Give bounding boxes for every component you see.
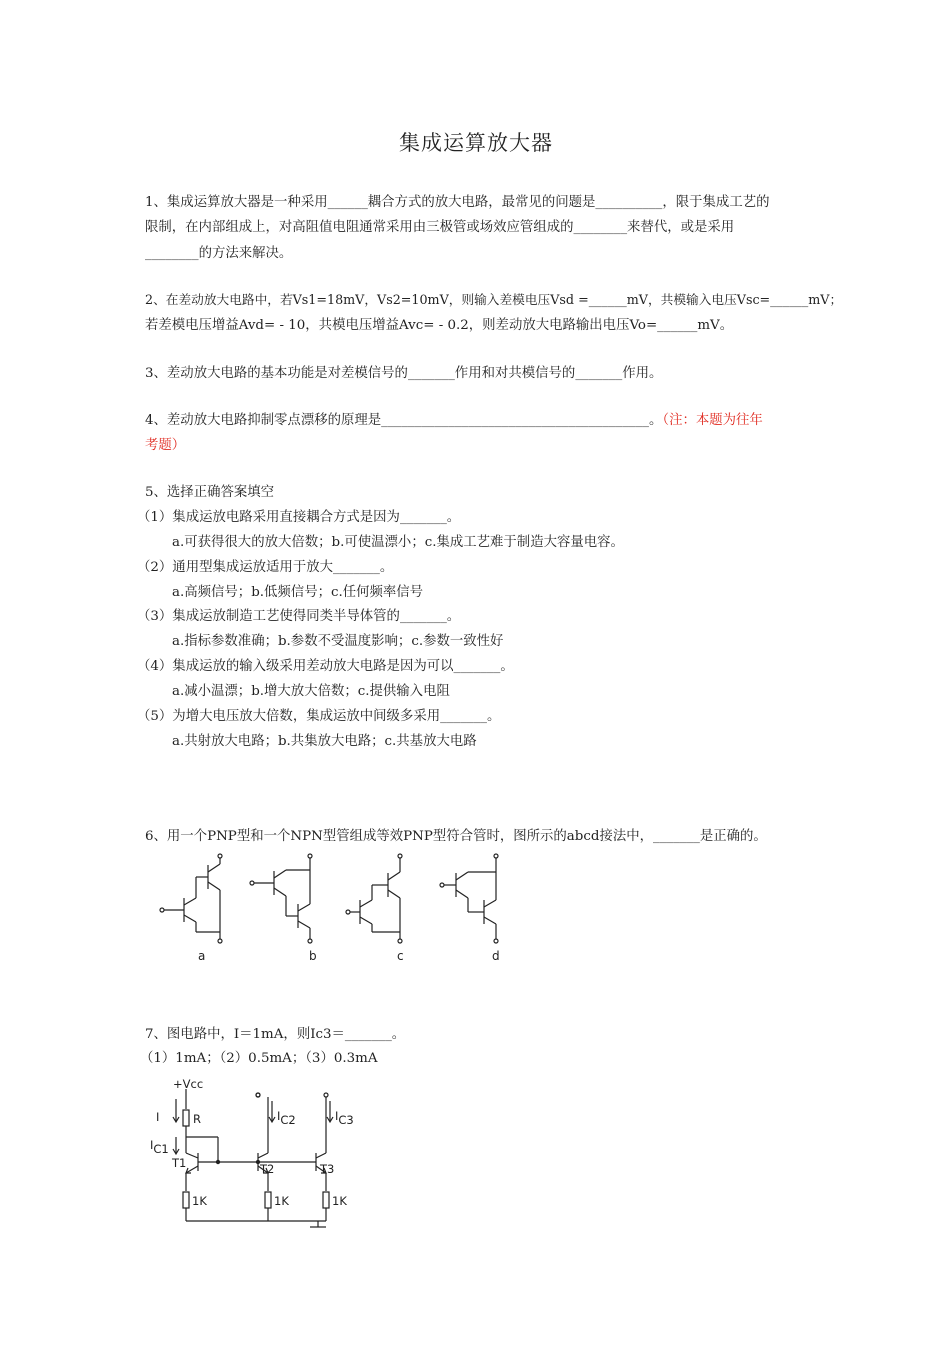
q2-line-2: 若差模电压增益Avd= - 10，共模电压增益Avc= - 0.2，则差动放大电路输出电压Vo=______mV。 — [145, 318, 734, 333]
q5-options-1: a.可获得很大的放大倍数；b.可使温漂小；c.集成工艺难于制造大容量电容。 — [172, 535, 624, 550]
q7-options: （1）1mA；（2）0.5mA；（3）0.3mA — [140, 1051, 378, 1066]
r1-label: 1K — [192, 1194, 207, 1208]
q5-heading: 5、选择正确答案填空 — [145, 485, 275, 500]
circuit-d — [440, 854, 498, 943]
q1-line-1: 1、集成运算放大器是一种采用______耦合方式的放大电路，最常见的问题是__________，限于集成工艺的 — [145, 195, 770, 210]
r3-label: 1K — [332, 1194, 347, 1208]
q4-note-line-2: 考题） — [145, 438, 186, 453]
q4-note: （注：本题为往年 — [662, 413, 763, 428]
t3-label: T3 — [320, 1162, 335, 1176]
q5-options-2: a.高频信号；b.低频信号；c.任何频率信号 — [172, 585, 424, 600]
vcc-label: +Vcc — [173, 1077, 204, 1091]
label-a: a — [198, 949, 206, 963]
q5-sub-1: （1）集成运放电路采用直接耦合方式是因为_______。 — [137, 510, 461, 525]
label-b: b — [309, 949, 317, 963]
q5-sub-3: （3）集成运放制造工艺使得同类半导体管的_______。 — [137, 609, 461, 624]
q5-options-4: a.减小温漂；b.增大放大倍数；c.提供输入电阻 — [172, 684, 450, 699]
r2-label: 1K — [274, 1194, 289, 1208]
page-title: 集成运算放大器 — [399, 131, 553, 155]
ic3-label: IC3 — [335, 1109, 354, 1127]
circuit-b — [250, 854, 312, 943]
current-i-label: I — [156, 1110, 160, 1124]
q4-text: 4、差动放大电路抑制零点漂移的原理是________________________________________。 — [145, 413, 663, 428]
q5-options-5: a.共射放大电路；b.共集放大电路；c.共基放大电路 — [172, 734, 477, 749]
ic2-label: IC2 — [277, 1109, 296, 1127]
q4-line-1 — [145, 409, 763, 428]
t1-label: T1 — [172, 1156, 187, 1170]
darlington-diagrams — [150, 850, 520, 965]
q3-line-1: 3、差动放大电路的基本功能是对差模信号的_______作用和对共模信号的_______作用。 — [145, 366, 663, 381]
q5-options-3: a.指标参数准确；b.参数不受温度影响；c.参数一致性好 — [172, 634, 504, 649]
q5-sub-2: （2）通用型集成运放适用于放大_______。 — [137, 560, 394, 575]
q5-sub-5: （5）为增大电压放大倍数，集成运放中间级多采用_______。 — [137, 709, 501, 724]
t2-label: T2 — [260, 1162, 275, 1176]
q6-line-1: 6、用一个PNP型和一个NPN型管组成等效PNP型符合管时，图所示的abcd接法中，_______是正确的。 — [145, 829, 767, 844]
q1-line-2: 限制，在内部组成上，对高阻值电阻通常采用由三极管或场效应管组成的________来替代，或是采用 — [145, 220, 735, 235]
label-d: d — [492, 949, 500, 963]
q7-line-1: 7、图电路中，I＝1mA，则Ic3＝_______。 — [145, 1027, 406, 1042]
label-c: c — [397, 949, 404, 963]
resistor-r-label: R — [193, 1112, 201, 1126]
q5-sub-4: （4）集成运放的输入级采用差动放大电路是因为可以_______。 — [137, 659, 514, 674]
q1-line-3: ________的方法来解决。 — [145, 246, 293, 261]
q2-line-1: 2、在差动放大电路中，若Vs1=18mV，Vs2=10mV，则输入差模电压Vsd =______mV，共模输入电压Vsc=______mV； — [145, 292, 843, 307]
circuit-c — [346, 854, 402, 943]
current-mirror-diagram — [140, 1075, 380, 1235]
circuit-a — [160, 854, 222, 943]
ic1-label: IC1 — [150, 1138, 169, 1156]
